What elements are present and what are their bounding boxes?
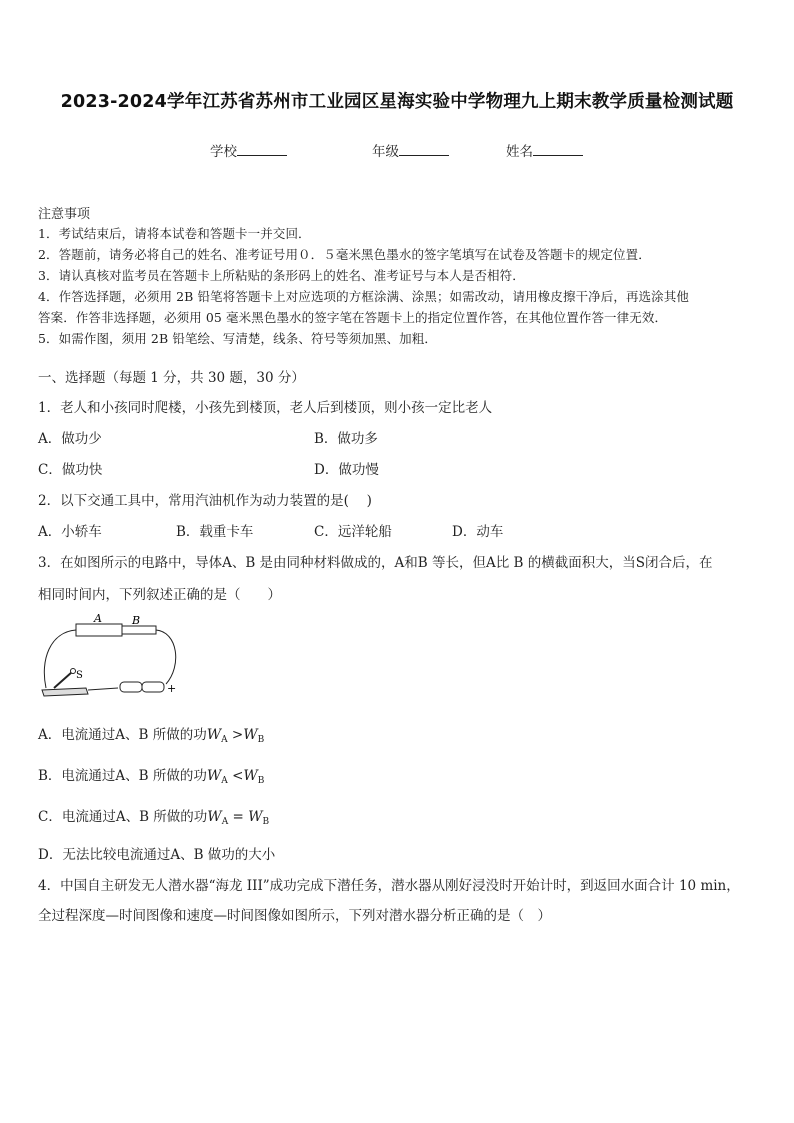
note-item: 1．考试结束后，请将本试卷和答题卡一并交回． <box>38 226 311 241</box>
name-label: 姓名 <box>506 144 533 160</box>
question-4-stem-line2: 全过程深度—时间图像和速度—时间图像如图所示，下列对潜水器分析正确的是（ ） <box>38 908 551 924</box>
question-3-stem-line1: 3．在如图所示的电路中，导体A、B 是由同种材料做成的，A和B 等长，但A比 B 的横截面积大，当S闭合后，在 <box>38 555 713 571</box>
school-field <box>210 140 287 160</box>
wire-left <box>44 630 76 688</box>
note-item: 答案．作答非选择题，必须用 05 毫米黑色墨水的签字笔在答题卡上的指定位置作答，在其他位置作答一律无效． <box>38 310 668 325</box>
school-blank <box>237 143 287 156</box>
note-item: 3．请认真核对监考员在答题卡上所粘贴的条形码上的姓名、准考证号与本人是否相符． <box>38 268 525 283</box>
grade-blank <box>399 143 449 156</box>
q2-option-a: A．小轿车 <box>38 524 102 540</box>
battery-plus: + <box>167 682 177 695</box>
page-title: 2023-2024学年江苏省苏州市工业园区星海实验中学物理九上期末教学质量检测试题 <box>60 92 734 112</box>
label-b: B <box>132 614 141 627</box>
q3-option-d: D．无法比较电流通过A、B 做功的大小 <box>38 847 276 863</box>
q1-option-d: D．做功慢 <box>314 462 379 478</box>
question-1-stem: 1．老人和小孩同时爬楼，小孩先到楼顶，老人后到楼顶，则小孩一定比老人 <box>38 400 493 416</box>
school-label: 学校 <box>210 144 237 160</box>
grade-field <box>372 140 449 160</box>
question-3-stem-line2: 相同时间内，下列叙述正确的是（ ） <box>38 587 281 603</box>
note-item: 4．作答选择题，必须用 2B 铅笔将答题卡上对应选项的方框涂满、涂黑；如需改动，请用橡皮擦干净后，再选涂其他 <box>38 289 689 304</box>
battery-cell-1 <box>120 682 142 692</box>
name-blank <box>533 143 583 156</box>
conductor-b <box>122 626 156 634</box>
note-item: 2．答题前，请务必将自己的姓名、准考证号用０．５毫米黑色墨水的签字笔填写在试卷及答题卡的规定位置． <box>38 247 651 262</box>
question-2-stem: 2．以下交通工具中，常用汽油机作为动力装置的是( ) <box>38 493 372 509</box>
q2-option-d: D．动车 <box>452 524 504 540</box>
switch-lever <box>54 672 72 688</box>
wire-bottom <box>88 688 118 690</box>
label-a: A <box>94 612 102 625</box>
label-s: S <box>76 670 83 681</box>
q1-option-b: B．做功多 <box>314 431 378 447</box>
q3-option-b: B．电流通过A、B 所做的功$W_A <W_B$ <box>38 768 265 786</box>
conductor-a <box>76 624 122 636</box>
note-item: 5．如需作图，须用 2B 铅笔绘、写清楚，线条、符号等须加黑、加粗． <box>38 331 437 346</box>
section-heading: 一、选择题（每题 1 分，共 30 题，30 分） <box>38 370 305 386</box>
notes-heading: 注意事项 <box>38 207 91 222</box>
q1-option-a: A．做功少 <box>38 431 102 447</box>
q2-option-c: C．远洋轮船 <box>314 524 392 540</box>
battery-cell-2 <box>142 682 164 692</box>
name-field <box>506 140 583 160</box>
grade-label: 年级 <box>372 144 399 160</box>
q1-option-c: C．做功快 <box>38 462 103 478</box>
question-4-stem-line1: 4．中国自主研发无人潜水器“海龙 III”成功完成下潜任务，潜水器从刚好浸没时开始计时，到返回水面合计 10 min， <box>38 878 740 894</box>
q2-option-b: B．载重卡车 <box>176 524 254 540</box>
q3-option-c: C．电流通过A、B 所做的功$W_A = W_B$ <box>38 809 270 827</box>
wire-right <box>156 630 176 684</box>
circuit-diagram <box>36 610 186 700</box>
switch-knob <box>71 669 76 674</box>
q3-option-a: A．电流通过A、B 所做的功$W_A >W_B$ <box>38 727 265 745</box>
switch-base <box>42 688 88 696</box>
